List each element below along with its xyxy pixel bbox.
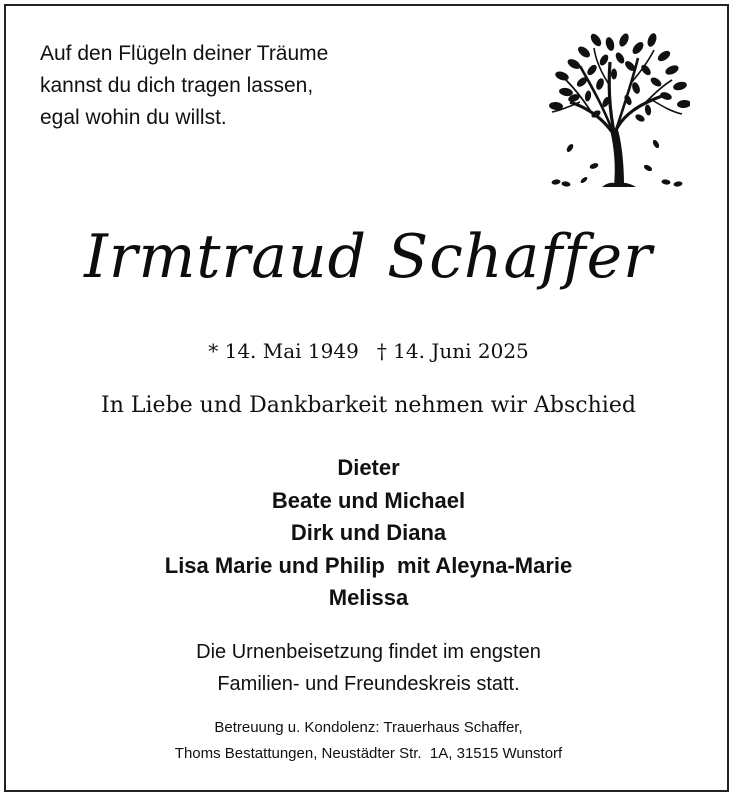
poem-line: egal wohin du willst. [40, 106, 227, 129]
death-date: † 14. Juni 2025 [376, 339, 529, 363]
tree-with-falling-leaves-icon [544, 26, 690, 190]
funeral-home-footer [0, 715, 737, 767]
life-dates [0, 339, 737, 363]
poem-line: kannst du dich tragen lassen, [40, 74, 314, 97]
deceased-name: Irmtraud Schaffer [84, 222, 653, 292]
urn-notice-line: Die Urnenbeisetzung findet im engsten [196, 641, 541, 663]
mourner-entry: Lisa Marie und Philip mit Aleyna-Marie [164, 552, 573, 578]
mourner-entry: Melissa [328, 585, 409, 610]
footer-line: Betreuung u. Kondolenz: Trauerhaus Schaffer, [214, 719, 523, 736]
mourners-list [0, 452, 737, 615]
urn-burial-notice [0, 636, 737, 700]
poem-verse [40, 38, 328, 134]
farewell-line: In Liebe und Dankbarkeit nehmen wir Abschied [101, 393, 636, 418]
mourner-entry: Beate und Michael [271, 487, 466, 513]
urn-notice-line: Familien- und Freundeskreis statt. [217, 673, 520, 695]
footer-line: Thoms Bestattungen, Neustädter Str. 1A, 31515 Wunstorf [174, 745, 563, 762]
birth-date: * 14. Mai 1949 [208, 339, 359, 363]
mourner-entry: Dirk und Diana [290, 520, 447, 545]
poem-line: Auf den Flügeln deiner Träume [40, 42, 329, 65]
mourner-entry: Dieter [337, 455, 400, 480]
